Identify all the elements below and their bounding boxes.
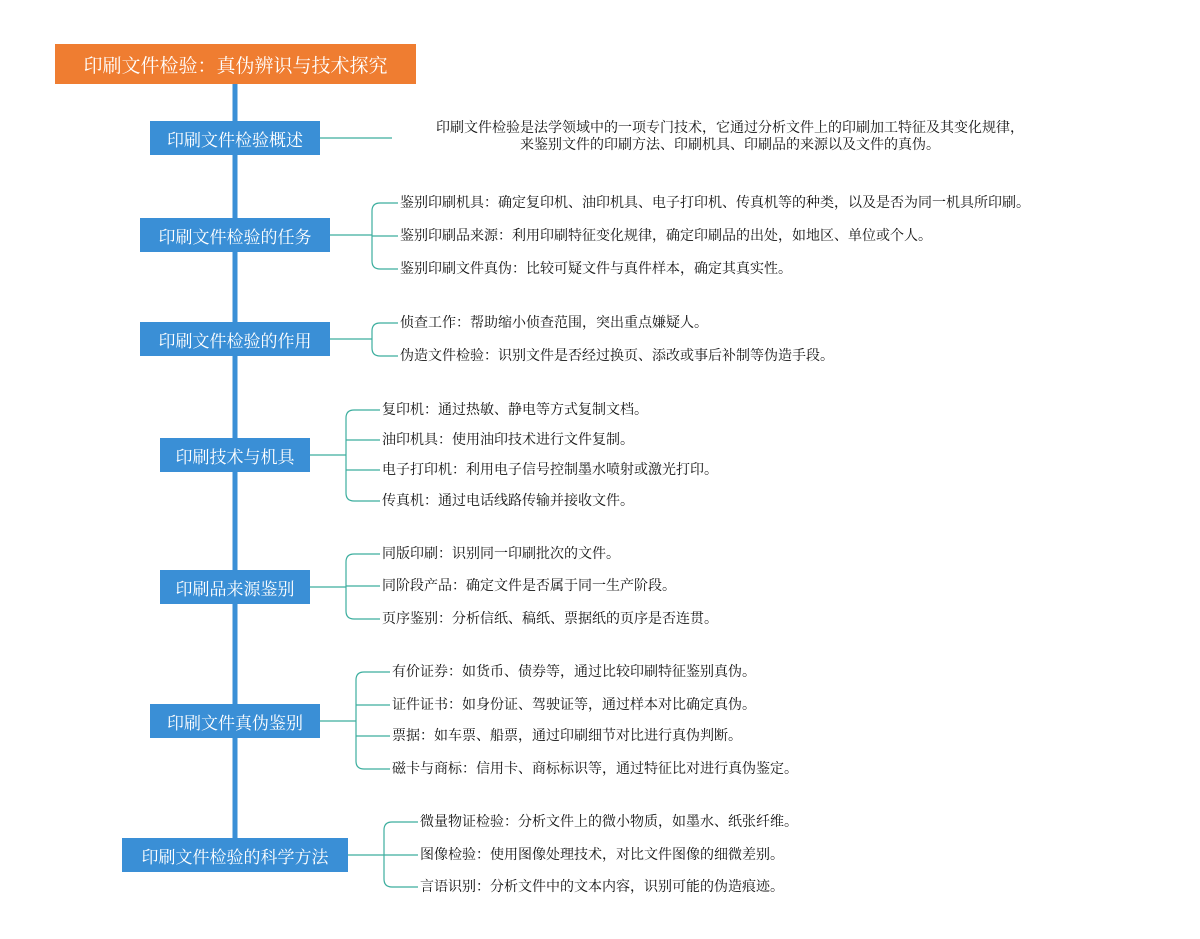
leaf-task-3: 鉴别印刷文件真伪：比较可疑文件与真件样本，确定其真实性。 [400,261,792,277]
connector-tech-bottom [346,493,380,501]
leaf-task-2: 鉴别印刷品来源：利用印刷特征变化规律，确定印刷品的出处，如地区、单位或个人。 [400,228,932,244]
connector-methods-bottom [384,879,418,887]
connector-source-bottom [346,611,380,619]
connector-authenticity-bottom [356,761,390,769]
branch-methods: 印刷文件检验的科学方法 [122,838,348,872]
leaf-auth-3: 票据：如车票、船票，通过印刷细节对比进行真伪判断。 [392,728,742,744]
connector-source-top [346,554,380,562]
leaf-auth-1: 有价证券：如货币、债券等，通过比较印刷特征鉴别真伪。 [392,664,756,680]
leaf-task-1: 鉴别印刷机具：确定复印机、油印机具、电子打印机、传真机等的种类，以及是否为同一机具所印刷。 [400,195,1030,211]
root-node: 印刷文件检验：真伪辨识与技术探究 [55,44,416,84]
leaf-tech-4: 传真机：通过电话线路传输并接收文件。 [382,493,634,509]
leaf-source-2: 同阶段产品：确定文件是否属于同一生产阶段。 [382,578,676,594]
overview-desc-line-1: 印刷文件检验是法学领域中的一项专门技术，它通过分析文件上的印刷加工特征及其变化规律， [436,120,1024,136]
connector-functions-bottom [372,348,398,356]
overview-description [380,120,1080,154]
leaf-method-1: 微量物证检验：分析文件上的微小物质，如墨水、纸张纤维。 [420,814,798,830]
branch-tech: 印刷技术与机具 [160,438,310,472]
connector-methods-top [384,822,418,830]
connector-functions-top [372,323,398,331]
leaf-tech-3: 电子打印机：利用电子信号控制墨水喷射或激光打印。 [382,462,718,478]
branch-source: 印刷品来源鉴别 [160,570,310,604]
leaf-function-2: 伪造文件检验：识别文件是否经过换页、添改或事后补制等伪造手段。 [400,348,834,364]
leaf-tech-1: 复印机：通过热敏、静电等方式复制文档。 [382,402,648,418]
overview-desc-line-2: 来鉴别文件的印刷方法、印刷机具、印刷品的来源以及文件的真伪。 [520,137,940,153]
leaf-function-1: 侦查工作：帮助缩小侦查范围，突出重点嫌疑人。 [400,315,708,331]
leaf-method-3: 言语识别：分析文件中的文本内容，识别可能的伪造痕迹。 [420,879,784,895]
branch-tasks: 印刷文件检验的任务 [140,218,330,252]
leaf-tech-2: 油印机具：使用油印技术进行文件复制。 [382,432,634,448]
leaf-method-2: 图像检验：使用图像处理技术，对比文件图像的细微差别。 [420,847,784,863]
connector-tech-top [346,410,380,418]
connector-tasks-top [372,203,398,211]
connector-tasks-bottom [372,261,398,269]
leaf-auth-4: 磁卡与商标：信用卡、商标标识等，通过特征比对进行真伪鉴定。 [392,761,798,777]
leaf-auth-2: 证件证书：如身份证、驾驶证等，通过样本对比确定真伪。 [392,697,756,713]
leaf-source-3: 页序鉴别：分析信纸、稿纸、票据纸的页序是否连贯。 [382,611,718,627]
branch-authenticity: 印刷文件真伪鉴别 [150,704,320,738]
connector-authenticity-top [356,672,390,680]
branch-overview: 印刷文件检验概述 [150,121,320,155]
leaf-source-1: 同版印刷：识别同一印刷批次的文件。 [382,546,620,562]
branch-functions: 印刷文件检验的作用 [140,322,330,356]
